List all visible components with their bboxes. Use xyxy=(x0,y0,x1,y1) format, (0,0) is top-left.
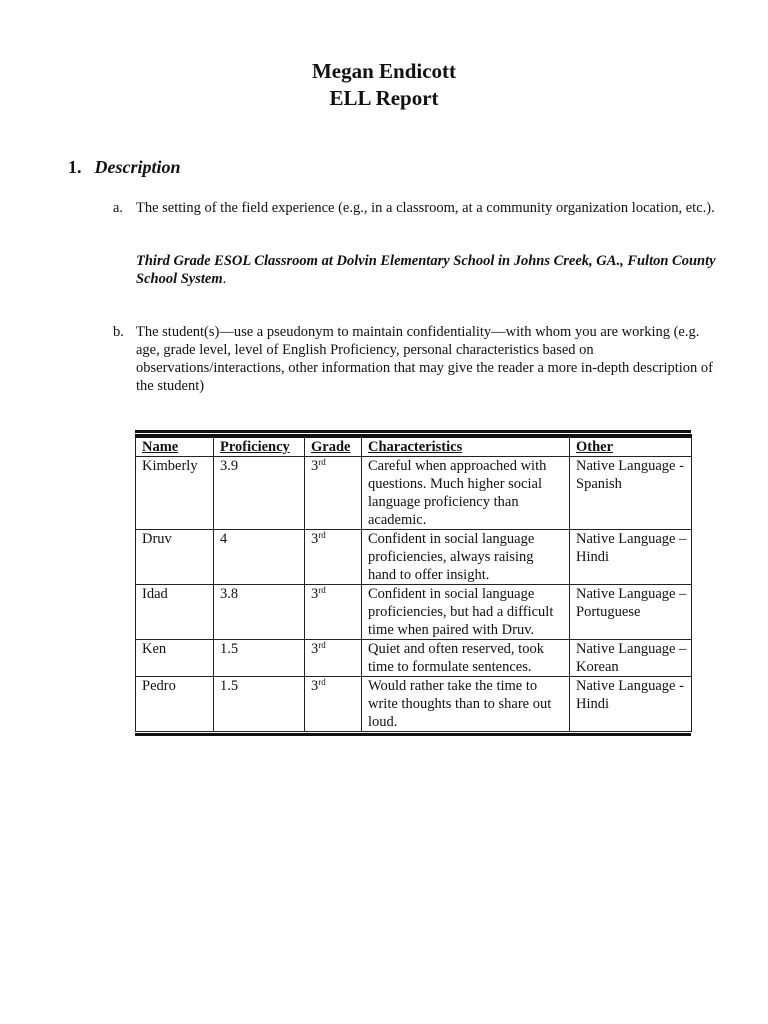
item-b-prompt: The student(s)—use a pseudonym to maintain confidentiality—with whom you are working (e.g. age, grade level, level of English Proficiency, personal characteristics based on observations/interactions, other information that may give the reader a more in-depth description of the student) xyxy=(136,324,713,394)
item-a-answer-period: . xyxy=(222,271,227,287)
cell-other: Native Language – Portuguese xyxy=(570,585,692,640)
grade-number: 3 xyxy=(311,641,319,657)
list-marker-b: b. xyxy=(113,324,124,340)
cell-proficiency: 1.5 xyxy=(214,677,305,732)
cell-name: Pedro xyxy=(136,677,214,732)
cell-other: Native Language – Korean xyxy=(570,640,692,677)
table-header-row xyxy=(136,436,692,457)
cell-name: Kimberly xyxy=(136,457,214,530)
section-number: 1. xyxy=(68,157,82,177)
column-header-characteristics: Characteristics xyxy=(362,436,570,457)
cell-other: Native Language – Hindi xyxy=(570,530,692,585)
table-top-rule xyxy=(135,430,691,433)
cell-name: Druv xyxy=(136,530,214,585)
document-title-block xyxy=(0,58,768,112)
grade-number: 3 xyxy=(311,458,319,474)
table-row xyxy=(136,530,692,585)
cell-name: Idad xyxy=(136,585,214,640)
cell-grade xyxy=(305,640,362,677)
cell-grade xyxy=(305,457,362,530)
cell-other: Native Language - Spanish xyxy=(570,457,692,530)
list-item-a xyxy=(113,199,723,217)
table-row xyxy=(136,585,692,640)
column-header-proficiency: Proficiency xyxy=(214,436,305,457)
table-row xyxy=(136,677,692,732)
cell-proficiency: 4 xyxy=(214,530,305,585)
grade-suffix: rd xyxy=(318,530,326,540)
grade-suffix: rd xyxy=(318,640,326,650)
grade-number: 3 xyxy=(311,678,319,694)
table-row xyxy=(136,640,692,677)
column-header-other: Other xyxy=(570,436,692,457)
cell-other: Native Language - Hindi xyxy=(570,677,692,732)
grade-suffix: rd xyxy=(318,585,326,595)
cell-characteristics: Confident in social language proficiencies, but had a difficult time when paired with Druv. xyxy=(362,585,570,640)
author-name: Megan Endicott xyxy=(311,59,457,83)
table-row xyxy=(136,457,692,530)
students-table-wrapper xyxy=(135,430,691,736)
item-a-answer xyxy=(136,252,726,288)
item-a-answer-text: Third Grade ESOL Classroom at Dolvin Elementary School in Johns Creek, GA., Fulton County School System xyxy=(136,253,716,287)
column-header-name: Name xyxy=(136,436,214,457)
list-marker-a: a. xyxy=(113,200,124,216)
grade-suffix: rd xyxy=(318,457,326,467)
students-table xyxy=(135,434,692,732)
cell-characteristics: Confident in social language proficiencies, always raising hand to offer insight. xyxy=(362,530,570,585)
section-title: Description xyxy=(94,157,181,177)
section-heading xyxy=(68,156,181,178)
column-header-grade: Grade xyxy=(305,436,362,457)
grade-number: 3 xyxy=(311,531,319,547)
report-title: ELL Report xyxy=(329,86,439,110)
cell-proficiency: 3.8 xyxy=(214,585,305,640)
table-bottom-rule xyxy=(135,733,691,736)
cell-grade xyxy=(305,585,362,640)
cell-grade xyxy=(305,677,362,732)
cell-proficiency: 3.9 xyxy=(214,457,305,530)
cell-proficiency: 1.5 xyxy=(214,640,305,677)
cell-characteristics: Would rather take the time to write thoughts than to share out loud. xyxy=(362,677,570,732)
cell-characteristics: Quiet and often reserved, took time to formulate sentences. xyxy=(362,640,570,677)
item-a-prompt: The setting of the field experience (e.g., in a classroom, at a community organization location, etc.). xyxy=(136,200,715,216)
list-item-b xyxy=(113,323,723,395)
grade-suffix: rd xyxy=(318,677,326,687)
cell-grade xyxy=(305,530,362,585)
grade-number: 3 xyxy=(311,586,319,602)
cell-name: Ken xyxy=(136,640,214,677)
cell-characteristics: Careful when approached with questions. Much higher social language proficiency than academic. xyxy=(362,457,570,530)
